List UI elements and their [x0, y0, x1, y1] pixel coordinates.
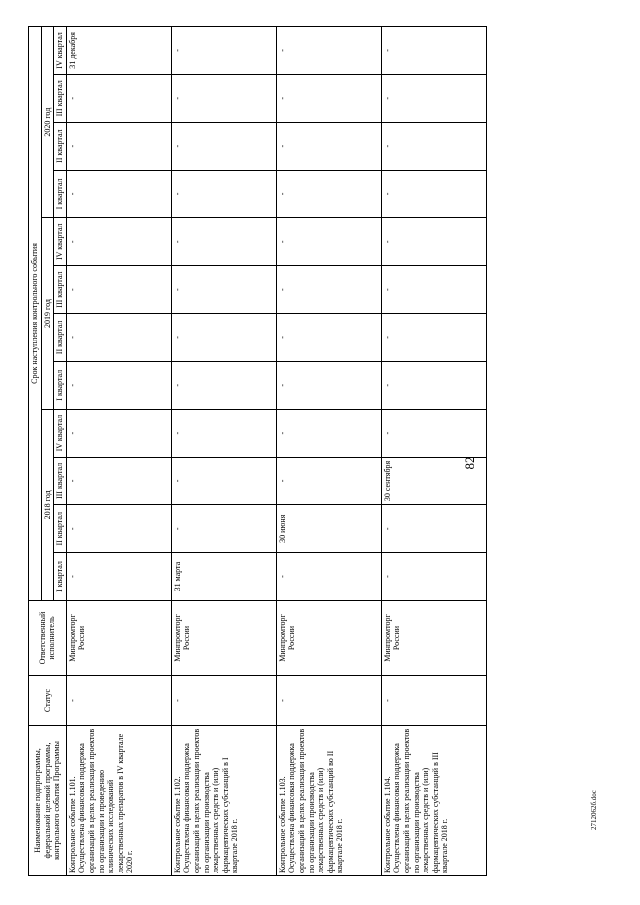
header-status: Статус: [29, 676, 67, 726]
term-cell: -: [171, 74, 276, 122]
term-cell: -: [66, 74, 171, 122]
event-name: Контрольное событие 1.101. Осуществлена финансовая поддержка организаций в целях реализации проектов по организации и проведению клинических исследований лекарственных препаратов в IV квартале 2020 г.: [66, 726, 171, 876]
header-year-2019: 2019 год: [41, 218, 54, 409]
header-year-2018: 2018 год: [41, 409, 54, 600]
term-cell: -: [276, 122, 381, 170]
term-cell: -: [276, 314, 381, 362]
event-executor: Минпромторг России: [66, 601, 171, 676]
event-executor: Минпромторг России: [276, 601, 381, 676]
header-quarter: II квартал: [54, 505, 67, 553]
rotated-table-container: [28, 26, 578, 876]
term-cell: -: [66, 553, 171, 601]
term-cell: -: [171, 314, 276, 362]
term-cell: -: [66, 122, 171, 170]
event-status: -: [276, 676, 381, 726]
control-events-table: [28, 26, 487, 876]
event-name: Контрольное событие 1.104. Осуществлена финансовая поддержка организаций в целях реализации проектов по организации производства лекарственных средств и (или) фармацевтических субстанций в III квартале 2018 г.: [381, 726, 486, 876]
term-cell: 31 марта: [171, 553, 276, 601]
term-cell: -: [171, 266, 276, 314]
table-row: [381, 27, 486, 876]
term-cell: -: [171, 505, 276, 553]
event-executor: Минпромторг России: [381, 601, 486, 676]
term-cell: 31 декабря: [66, 27, 171, 75]
term-cell: -: [276, 553, 381, 601]
term-cell: -: [171, 409, 276, 457]
term-cell: -: [276, 170, 381, 218]
term-cell: 30 сентября: [381, 457, 486, 505]
term-cell: -: [381, 314, 486, 362]
term-cell: -: [66, 457, 171, 505]
header-quarter: II квартал: [54, 122, 67, 170]
event-executor: Минпромторг России: [171, 601, 276, 676]
term-cell: -: [171, 457, 276, 505]
term-cell: -: [66, 314, 171, 362]
header-quarter: III квартал: [54, 74, 67, 122]
header-quarter: III квартал: [54, 457, 67, 505]
term-cell: -: [66, 505, 171, 553]
term-cell: -: [171, 218, 276, 266]
event-status: -: [381, 676, 486, 726]
term-cell: -: [276, 27, 381, 75]
header-quarter: I квартал: [54, 553, 67, 601]
term-cell: -: [381, 170, 486, 218]
term-cell: -: [381, 553, 486, 601]
header-quarter: III квартал: [54, 266, 67, 314]
term-cell: -: [381, 505, 486, 553]
header-quarter: IV квартал: [54, 218, 67, 266]
term-cell: -: [171, 27, 276, 75]
term-cell: -: [381, 122, 486, 170]
term-cell: -: [171, 122, 276, 170]
term-cell: -: [171, 170, 276, 218]
term-cell: -: [66, 361, 171, 409]
term-cell: -: [381, 409, 486, 457]
header-quarter: I квартал: [54, 361, 67, 409]
term-cell: -: [276, 361, 381, 409]
event-status: -: [171, 676, 276, 726]
header-quarter: IV квартал: [54, 409, 67, 457]
term-cell: -: [276, 74, 381, 122]
table-row: [171, 27, 276, 876]
term-cell: -: [66, 409, 171, 457]
term-cell: -: [171, 361, 276, 409]
term-cell: -: [381, 74, 486, 122]
term-cell: -: [381, 361, 486, 409]
term-cell: -: [381, 218, 486, 266]
term-cell: -: [381, 266, 486, 314]
term-cell: -: [66, 218, 171, 266]
event-name: Контрольное событие 1.102. Осуществлена финансовая поддержка организаций в целях реализации проектов по организации производства лекарственных средств и (или) фармацевтических субстанций в I квартале 2018 г.: [171, 726, 276, 876]
header-name: Наименование подпрограммы, федеральной целевой программы, контрольного события Программы: [29, 726, 67, 876]
term-cell: -: [276, 218, 381, 266]
header-term: Срок наступления контрольного события: [29, 27, 42, 601]
term-cell: -: [66, 266, 171, 314]
event-name: Контрольное событие 1.103. Осуществлена финансовая поддержка организаций в целях реализации проектов по организации производства лекарственных средств и (или) фармацевтических субстанций во II квартале 2018 г.: [276, 726, 381, 876]
table-row: [276, 27, 381, 876]
footer-doc-code: 2712062б.doc: [590, 790, 598, 830]
header-quarter: I квартал: [54, 170, 67, 218]
event-status: -: [66, 676, 171, 726]
header-quarter: II квартал: [54, 314, 67, 362]
term-cell: -: [276, 457, 381, 505]
term-cell: -: [276, 266, 381, 314]
term-cell: -: [381, 27, 486, 75]
term-cell: -: [276, 409, 381, 457]
table-row: [66, 27, 171, 876]
term-cell: -: [66, 170, 171, 218]
header-quarter: IV квартал: [54, 27, 67, 75]
page-number: 82: [462, 456, 477, 470]
header-executor: Ответственный исполнитель: [29, 601, 67, 676]
header-year-2020: 2020 год: [41, 27, 54, 218]
term-cell: 30 июня: [276, 505, 381, 553]
